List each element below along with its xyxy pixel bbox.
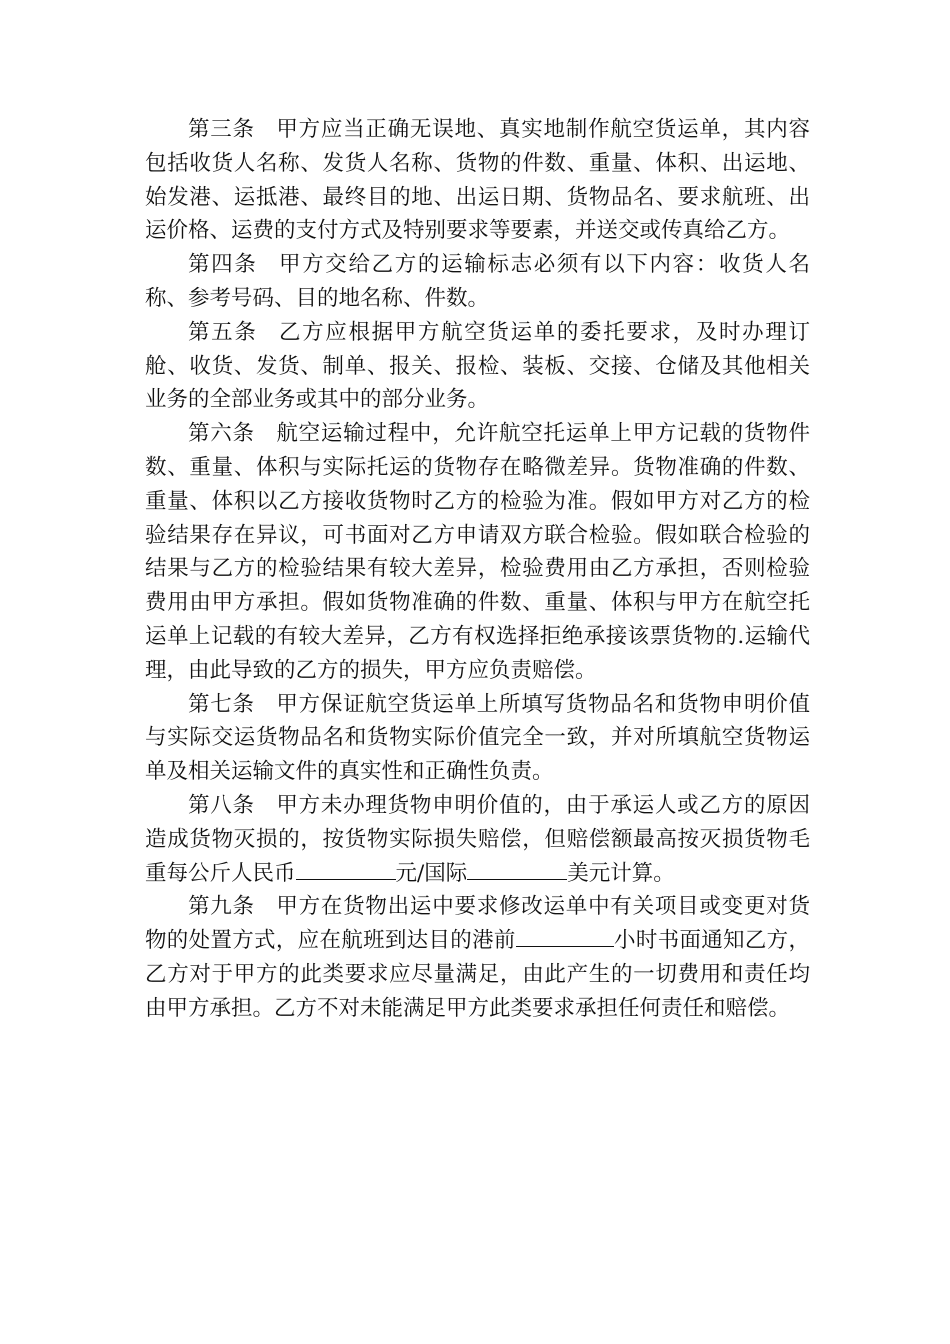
clause-number: 第九条 [188, 894, 255, 920]
clause-8 [145, 789, 810, 890]
clause-text: 美元计算。 [567, 860, 675, 886]
clause-text: 元/国际 [395, 860, 468, 886]
hours-blank[interactable] [516, 926, 614, 947]
clause-text: 乙方应根据甲方航空货运单的委托要求，及时办理订舱、收货、发货、制单、报关、报检、装板、交接、仓储及其他相关业务的全部业务或其中的部分业务。 [145, 319, 810, 413]
clause-number: 第五条 [188, 319, 258, 345]
clause-text: 甲方交给乙方的运输标志必须有以下内容：收货人名称、参考号码、目的地名称、件数。 [145, 252, 810, 311]
clause-4 [145, 248, 810, 316]
clause-text: 甲方应当正确无误地、真实地制作航空货运单，其内容包括收货人名称、发货人名称、货物的件数、重量、体积、出运地、始发港、运抵港、最终目的地、出运日期、货物品名、要求航班、出运价格、运费的支付方式及特别要求等要素，并送交或传真给乙方。 [145, 117, 810, 244]
clause-text: 甲方未办理货物申明价值的，由于承运人或乙方的原因造成货物灭损的，按货物实际损失赔偿，但赔偿额最高按灭损货物毛重每公斤人民币 [145, 792, 810, 886]
clause-number: 第四条 [188, 252, 258, 278]
clause-6 [145, 417, 810, 687]
clause-7 [145, 688, 810, 789]
clause-number: 第七条 [188, 691, 255, 717]
clause-number: 第八条 [188, 792, 255, 818]
clause-text: 甲方保证航空货运单上所填写货物品名和货物申明价值与实际交运货物品名和货物实际价值完全一致，并对所填航空货物运单及相关运输文件的真实性和正确性负责。 [145, 691, 810, 785]
clause-text: 甲方在货物出运中要求修改运单中有关项目或变更对货物的处置方式，应在航班到达目的港前 [145, 894, 810, 954]
rmb-amount-blank[interactable] [296, 859, 396, 880]
clause-9 [145, 890, 810, 1025]
usd-amount-blank[interactable] [467, 859, 567, 880]
contract-body [145, 113, 810, 1026]
clause-3 [145, 113, 810, 248]
clause-number: 第三条 [188, 117, 255, 142]
clause-number: 第六条 [188, 421, 255, 447]
clause-5 [145, 316, 810, 417]
clause-text: 小时书面通知乙方，乙方对于甲方的此类要求应尽量满足，由此产生的一切费用和责任均由甲方承担。乙方不对未能满足甲方此类要求承担任何责任和赔偿。 [145, 928, 810, 1021]
clause-text: 航空运输过程中，允许航空托运单上甲方记载的货物件数、重量、体积与实际托运的货物存在略微差异。货物准确的件数、重量、体积以乙方接收货物时乙方的检验为准。假如甲方对乙方的检验结果存在异议，可书面对乙方申请双方联合检验。假如联合检验的结果与乙方的检验结果有较大差异，检验费用由乙方承担，否则检验费用由甲方承担。假如货物准确的件数、重量、体积与甲方在航空托运单上记载的有较大差异，乙方有权选择拒绝承接该票货物的.运输代理，由此导致的乙方的损失，甲方应负责赔偿。 [145, 421, 810, 683]
